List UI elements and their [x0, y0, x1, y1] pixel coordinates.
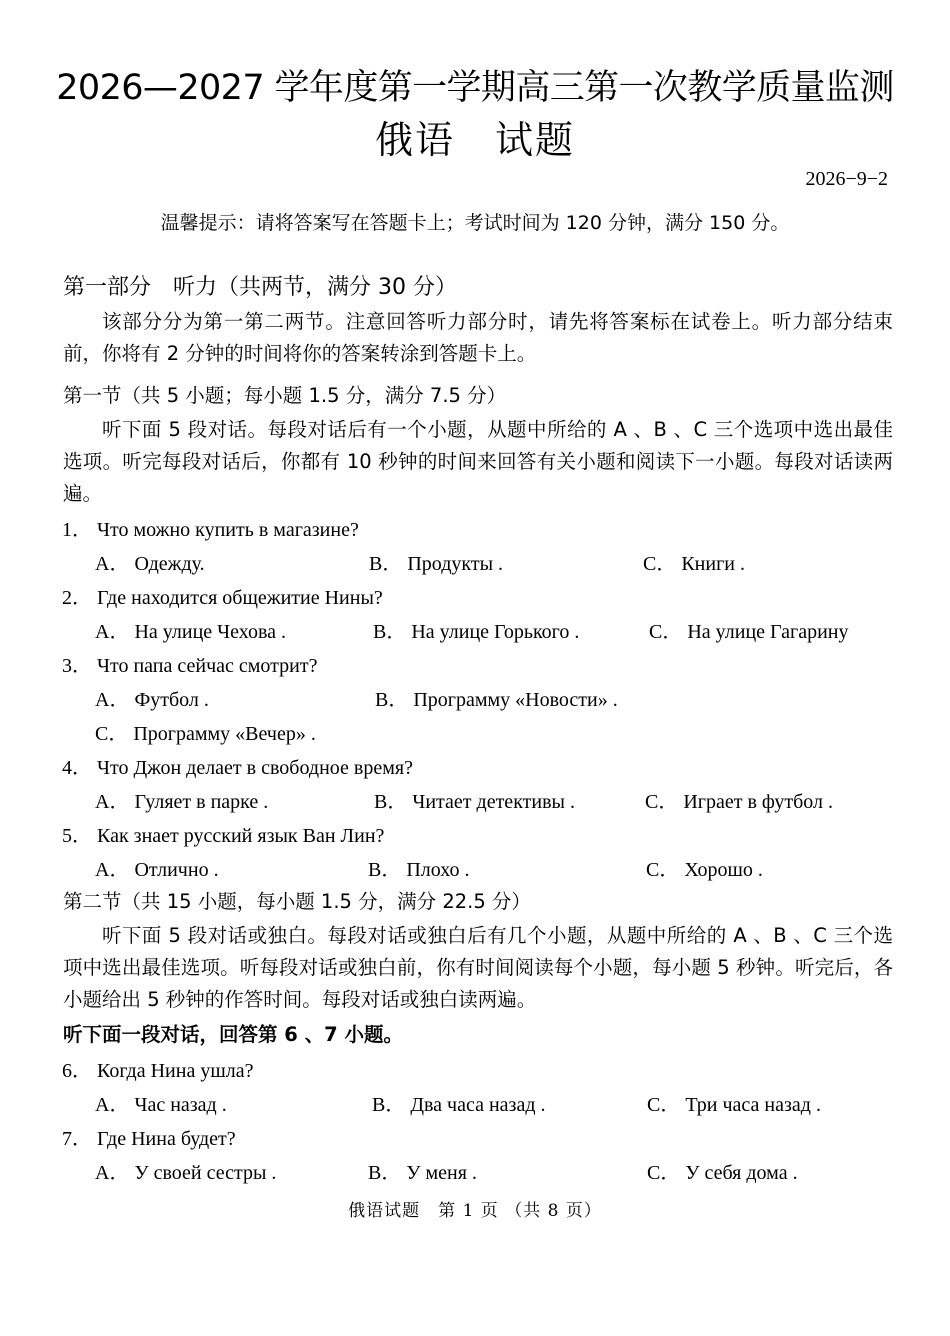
q2-option-c: C． На улице Гагарину	[649, 621, 849, 643]
question-number: 5．	[62, 825, 92, 847]
question-1	[62, 513, 359, 542]
question-number: 1．	[62, 519, 92, 541]
question-number: 6．	[62, 1060, 92, 1082]
q1-option-c: C． Книги .	[643, 553, 745, 575]
section1-instructions: 听下面 5 段对话。每段对话后有一个小题，从题中所给的 A 、B 、C 三个选项中选出最佳选项。听完每段对话后，你都有 10 秒钟的时间来回答有关小题和阅读下一小题。每段对话读两遍。	[63, 418, 893, 505]
group-heading: 听下面一段对话，回答第 6 、7 小题。	[63, 1023, 404, 1046]
q2-option-a: A． На улице Чехова .	[95, 621, 287, 643]
exam-tip: 温馨提示：请将答案写在答题卡上；考试时间为 120 分钟，满分 150 分。	[160, 212, 790, 234]
q3-option-a: A． Футбол .	[95, 689, 209, 711]
question-number: 4．	[62, 757, 92, 779]
question-text: Как знает русский язык Ван Лин?	[97, 825, 385, 847]
q3-option-b: B． Программу «Новости» .	[375, 689, 618, 711]
question-text: Что папа сейчас смотрит?	[97, 655, 318, 677]
exam-date: 2026−9−2	[805, 168, 888, 190]
q5-option-c: C． Хорошо .	[646, 859, 763, 881]
question-7	[62, 1122, 236, 1151]
q6-option-b: B． Два часа назад .	[372, 1094, 546, 1116]
q4-option-c: C． Играет в футбол .	[645, 791, 834, 813]
question-text: Что можно купить в магазине?	[97, 519, 359, 541]
question-text: Когда Нина ушла?	[97, 1060, 254, 1082]
exam-subtitle: 俄语 试题	[374, 118, 575, 162]
question-6	[62, 1054, 253, 1083]
question-text: Где Нина будет?	[97, 1128, 236, 1150]
q3-option-c: C． Программу «Вечер» .	[95, 723, 316, 745]
q6-option-a: A． Час назад .	[95, 1094, 227, 1116]
question-4	[62, 751, 413, 780]
q1-option-b: B． Продукты .	[369, 553, 504, 575]
q5-option-a: A． Отлично .	[95, 859, 219, 881]
q5-option-b: B． Плохо .	[368, 859, 470, 881]
page-footer: 俄语试题 第 1 页 （共 8 页）	[348, 1201, 602, 1221]
q6-option-c: C． Три часа назад .	[647, 1094, 821, 1116]
question-3	[62, 649, 317, 678]
section2-instructions: 听下面 5 段对话或独白。每段对话或独白后有几个小题，从题中所给的 A 、B 、C 三个选项中选出最佳选项。听每段对话或独白前，你有时间阅读每个小题，每小题 5 秒钟。听完后，各小题给出 5 秒钟的作答时间。每段对话或独白读两遍。	[63, 924, 893, 1011]
part1-title: 第一部分 听力（共两节，满分 30 分）	[63, 275, 457, 300]
question-number: 7．	[62, 1128, 92, 1150]
question-text: Где находится общежитие Нины?	[97, 587, 383, 609]
part1-intro: 该部分分为第一第二两节。注意回答听力部分时，请先将答案标在试卷上。听力部分结束前，你将有 2 分钟的时间将你的答案转涂到答题卡上。	[63, 310, 893, 365]
question-text: Что Джон делает в свободное время?	[97, 757, 413, 779]
q1-option-a: A． Одежду.	[95, 553, 205, 575]
section2-title: 第二节（共 15 小题，每小题 1.5 分，满分 22.5 分）	[63, 890, 531, 913]
question-5	[62, 819, 384, 848]
section1-title: 第一节（共 5 小题；每小题 1.5 分，满分 7.5 分）	[63, 384, 507, 407]
exam-title: 2026—2027 学年度第一学期高三第一次教学质量监测	[56, 68, 894, 108]
q4-option-b: B． Читает детективы .	[374, 791, 575, 813]
question-number: 2．	[62, 587, 92, 609]
q7-option-a: A． У своей сестры .	[95, 1162, 277, 1184]
question-2	[62, 581, 383, 610]
q4-option-a: A． Гуляет в парке .	[95, 791, 269, 813]
q7-option-b: B． У меня .	[368, 1162, 477, 1184]
q2-option-b: B． На улице Горького .	[373, 621, 580, 643]
q7-option-c: C． У себя дома .	[647, 1162, 798, 1184]
question-number: 3．	[62, 655, 92, 677]
